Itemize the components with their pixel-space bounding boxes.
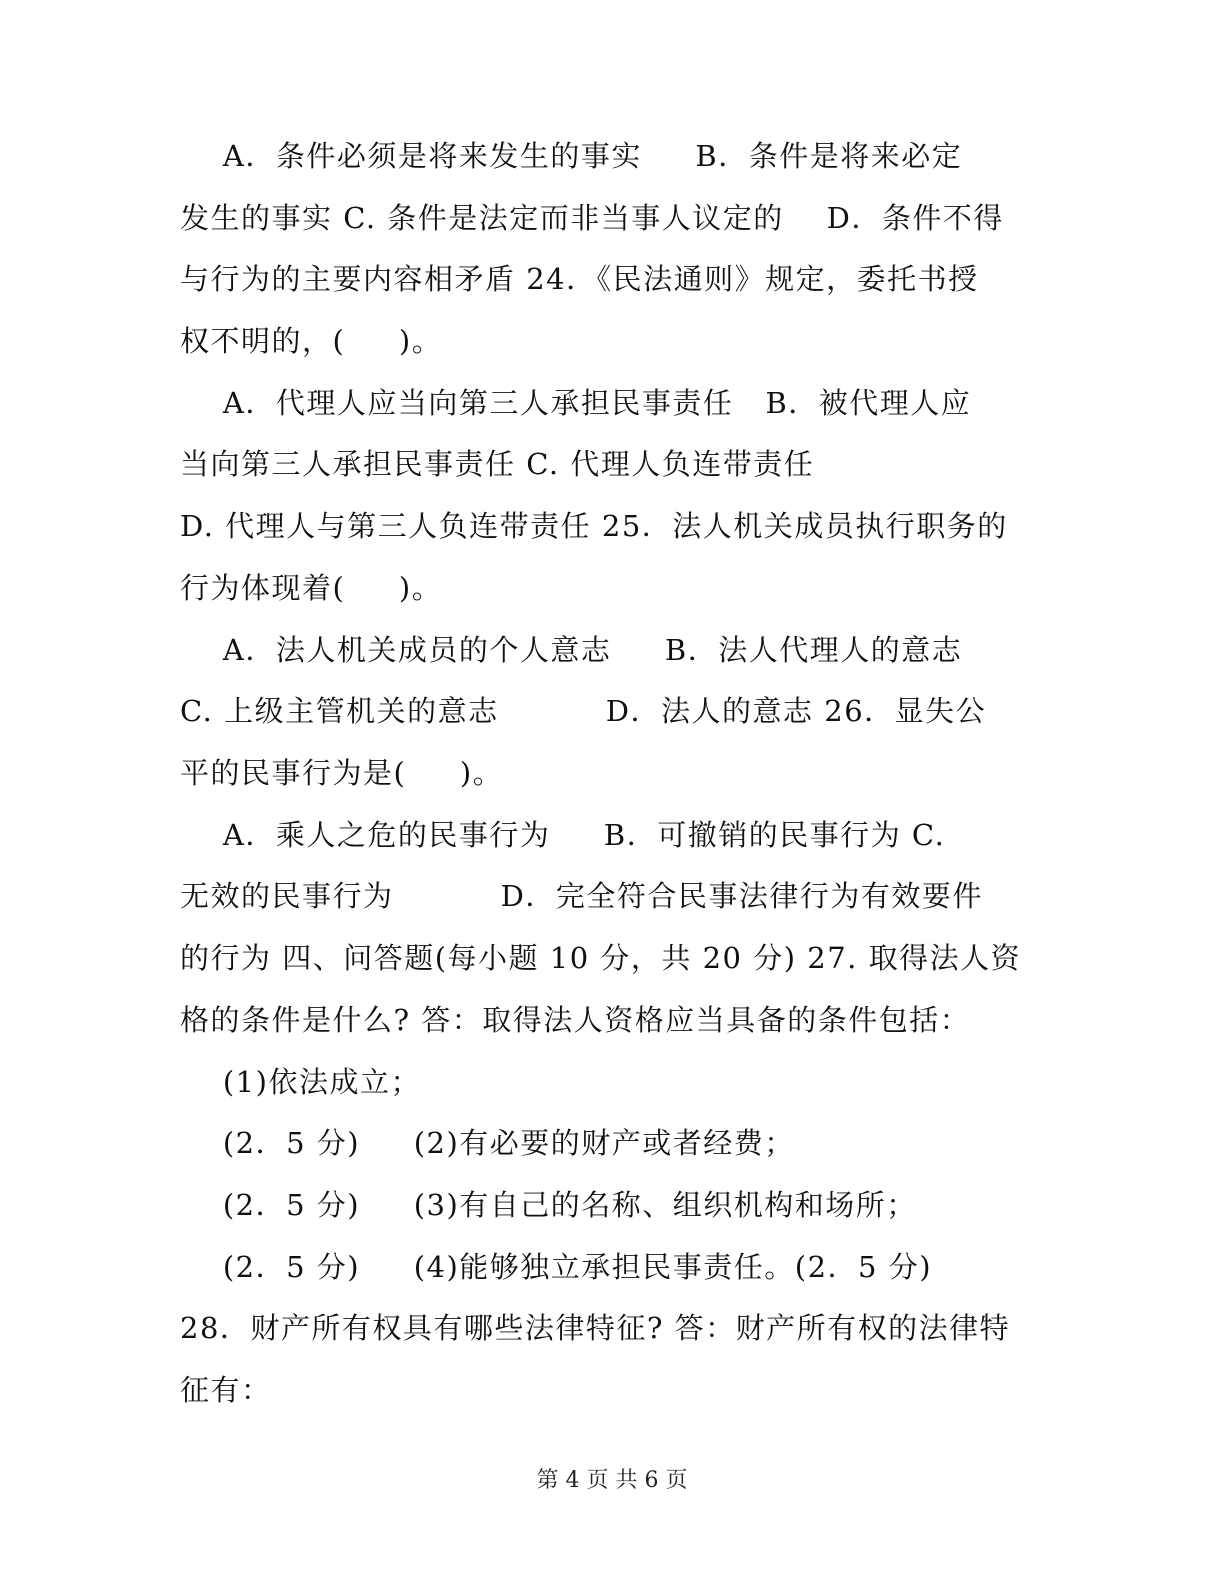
text-line-12: A．乘人之危的民事行为 B．可撤销的民事行为 C. xyxy=(180,818,946,852)
text-line-20: 28．财产所有权具有哪些法律特征? 答：财产所有权的法律特 xyxy=(180,1311,1011,1345)
text-line-8: 行为体现着( )。 xyxy=(180,571,443,605)
text-line-19: (2．5 分) (4)能够独立承担民事责任。(2．5 分) xyxy=(180,1250,933,1284)
text-line-21: 征有： xyxy=(180,1373,272,1407)
text-line-4: 权不明的，( )。 xyxy=(180,324,443,358)
text-line-16: (1)依法成立； xyxy=(180,1065,421,1099)
text-line-7: D. 代理人与第三人负连带责任 25．法人机关成员执行职务的 xyxy=(180,509,1008,543)
page-number-footer: 第 4 页 共 6 页 xyxy=(536,1468,688,1493)
text-line-2: 发生的事实 C. 条件是法定而非当事人议定的 D．条件不得 xyxy=(180,201,1004,235)
text-line-3: 与行为的主要内容相矛盾 24．《民法通则》规定，委托书授 xyxy=(180,262,979,296)
text-line-5: A．代理人应当向第三人承担民事责任 B．被代理人应 xyxy=(180,386,972,420)
text-line-6: 当向第三人承担民事责任 C. 代理人负连带责任 xyxy=(180,447,815,481)
text-line-18: (2．5 分) (3)有自己的名称、组织机构和场所； xyxy=(180,1188,917,1222)
text-line-17: (2．5 分) (2)有必要的财产或者经费； xyxy=(180,1126,795,1160)
text-line-13: 无效的民事行为 D．完全符合民事法律行为有效要件 xyxy=(180,879,983,913)
text-line-10: C. 上级主管机关的意志 D．法人的意志 26．显失公 xyxy=(180,694,987,728)
text-line-1: A．条件必须是将来发生的事实 B．条件是将来必定 xyxy=(180,139,963,173)
text-line-14: 的行为 四、问答题(每小题 10 分，共 20 分) 27. 取得法人资 xyxy=(180,941,1022,975)
text-line-11: 平的民事行为是( )。 xyxy=(180,756,504,790)
text-line-9: A．法人机关成员的个人意志 B．法人代理人的意志 xyxy=(180,633,963,667)
text-line-15: 格的条件是什么? 答：取得法人资格应当具备的条件包括： xyxy=(180,1003,971,1037)
